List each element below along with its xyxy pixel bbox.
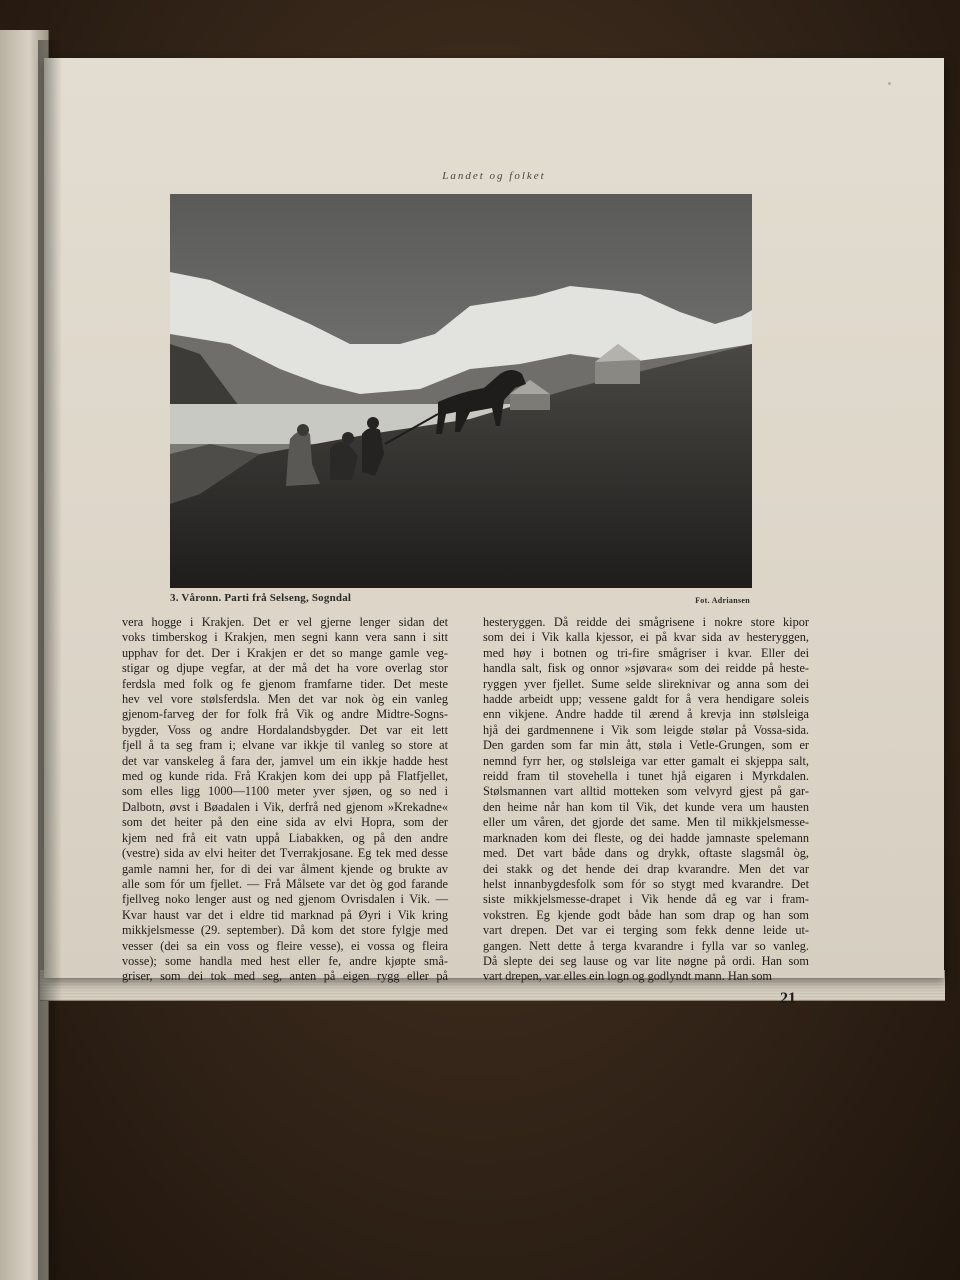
text-line: voks timberskog i Krakjen, men segni kann vera sann i sitt — [122, 630, 448, 645]
text-line: (vestre) sida av elvi heiter det Tverrakjosane. Eg tek med desse — [122, 846, 448, 861]
text-line: som dei i Vik kalla kjessor, ei på kvar sida av hesteryggen, — [483, 630, 809, 645]
text-line: vosse); some handla med hest eller fe, andre kjøpte små- — [122, 953, 448, 968]
text-line: marknaden kom dei fleste, og dei hadde jamnaste spelemann — [483, 830, 809, 845]
text-line: stigar og djupe vegfar, at der må det ha vore overlag stor — [122, 661, 448, 676]
text-line: nemnd fyrr her, og stølsleiga var etter gamalt ei skjeppa salt, — [483, 753, 809, 768]
text-line: den heime når han kom til Vik, det kunde vera um hausten — [483, 799, 809, 814]
text-line: gangen. Nett dette å terga kvarandre i fylla var so vanleg. — [483, 938, 809, 953]
text-line: vokstren. Eg kjende godt både han som drap og han som — [483, 907, 809, 922]
running-title: Landet og folket — [442, 170, 546, 182]
text-line: griser, som dei tok med seg, anten på eigen rygg eller på — [122, 969, 448, 984]
text-line: reidd fram til stovehella i tunet hjå eigaren i Myrkdalen. — [483, 769, 809, 784]
photo-illustration — [170, 194, 752, 588]
text-line: hjå dei gardmennene i Vik som leigde stølar på Vossa-sida. — [483, 722, 809, 737]
text-column-left — [122, 615, 448, 985]
text-line: fjellveg noko lenger aust og ned gjenom Ovrisdalen i Vik. — — [122, 892, 448, 907]
text-line: gjenom-farveg der for folk frå Vik og andre Midtre-Sogns- — [122, 707, 448, 722]
page-number: 21 — [780, 990, 796, 1007]
text-line: som det heiter på den eine sida av elvi Hopra, som der — [122, 815, 448, 830]
text-line: vart drepen. Det var ei terging som fekk denne leide ut- — [483, 923, 809, 938]
text-line: mikkjelsmesse (29. september). Då kom det store fylgje med — [122, 923, 448, 938]
text-line: dei stakk og det hende dei drap kvarandre. Men det var — [483, 861, 809, 876]
text-line: upphav for det. Der i Krakjen er det so mange gamle veg- — [122, 645, 448, 660]
text-line: Då slepte dei seg lause og var lite nøgne på ordi. Han som — [483, 953, 809, 968]
text-line: gamle namni her, for di dei var ålment kjende og brukte av — [122, 861, 448, 876]
text-line: Stølsmannen vart alltid motteken som velvyrd gjest på gar- — [483, 784, 809, 799]
text-line: Den garden som far min ått, støla i Vetle-Grungen, som er — [483, 738, 809, 753]
figure-caption: 3. Våronn. Parti frå Selseng, Sogndal — [170, 592, 352, 604]
text-line: hesteryggen. Då reidde dei smågrisene i nokre store kipor — [483, 615, 809, 629]
text-line: vart drepen, var elles ein logn og godlyndt mann. Han som — [483, 969, 772, 984]
text-line: kjem ned frå eit vatn uppå Liabakken, og på den andre — [122, 830, 448, 845]
text-line: alle som fór um fjellet. — Frå Målsete var det òg god farande — [122, 876, 448, 891]
text-line: med. Det vart både dans og drykk, oftaste slagsmål òg, — [483, 846, 809, 861]
text-line: det var vanskeleg å fara der, jamvel um ein ikkje hadde hest — [122, 753, 448, 768]
text-line: vera hogge i Krakjen. Det er vel gjerne lenger sidan det — [122, 615, 448, 629]
text-line: siste mikkjelsmesse-drapet i Vik hende då eg var i fram- — [483, 892, 809, 907]
text-line: fjell å ta seg fram i; elvane var ikkje til vanleg so store at — [122, 738, 448, 753]
text-line: hadde arbeidt upp; vessene galdt for å vera hendigare soleis — [483, 692, 809, 707]
binding-shadow — [38, 40, 62, 1280]
text-line: hev vel vore stølsferdsla. Men det var nok òg ein vanleg — [122, 692, 448, 707]
text-line: eller um våren, det gjorde det same. Men til mikkjelsmesse- — [483, 815, 809, 830]
photo-credit: Fot. Adriansen — [695, 596, 750, 605]
text-line: ferdsla med folk og fe gjenom framfarne tider. Det meste — [122, 676, 448, 691]
text-line: Kvar haust var det i eldre tid marknad på Øyri i Vik kring — [122, 907, 448, 922]
text-line: med og kunde rida. Frå Krakjen kom dei upp på Flatfjellet, — [122, 769, 448, 784]
text-line: helst innanbygdesfolk som fór so stygt med kvarandre. Det — [483, 876, 809, 891]
text-line: Dalbotn, øvst i Bøadalen i Vik, derfrå ned gjenom »Krekadne« — [122, 799, 448, 814]
text-line: handla salt, fisk og onnor »sjøvara« som dei reidde på heste- — [483, 661, 809, 676]
text-line: som elles ligg 1000—1100 meter yver sjøen, og so ned i — [122, 784, 448, 799]
text-line: med høy i botnen og tri-fire smågriser i kvar. Eller dei — [483, 645, 809, 660]
text-line: vesser (dei sa ein voss og fleire vesse), ei vossa og fleira — [122, 938, 448, 953]
text-line: bygder, Voss og andre Hordalandsbygder. Det var eit lett — [122, 722, 448, 737]
text-column-right — [483, 615, 809, 985]
figure-photo-spring-ploughing — [170, 194, 752, 588]
book-page — [44, 58, 944, 1007]
text-line: ryggen yver fjellet. Sume selde slireknivar og anna som dei — [483, 676, 809, 691]
text-line: enn vikjene. Andre hadde til ærend å krevja inn stølsleiga — [483, 707, 809, 722]
page-blemish — [888, 82, 891, 85]
